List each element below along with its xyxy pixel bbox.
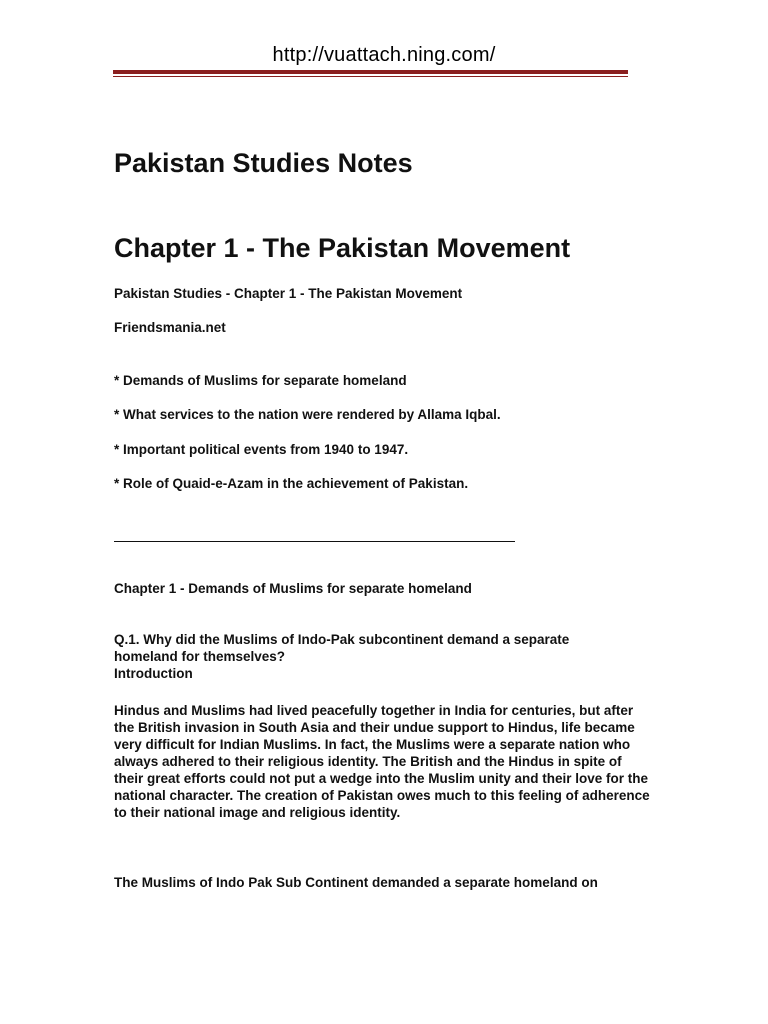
document-title: Pakistan Studies Notes — [114, 148, 413, 178]
topic-item: * Demands of Muslims for separate homeland — [114, 373, 407, 388]
continuation-line: The Muslims of Indo Pak Sub Continent demanded a separate homeland on — [114, 875, 598, 890]
section-heading: Chapter 1 - Demands of Muslims for separate homeland — [114, 581, 472, 596]
section-separator — [114, 541, 515, 542]
chapter-title: Chapter 1 - The Pakistan Movement — [114, 233, 571, 263]
introduction-label: Introduction — [114, 666, 193, 681]
header-rule-thin — [113, 76, 628, 77]
question-line: homeland for themselves? — [114, 649, 286, 664]
topic-item: * What services to the nation were rendered by Allama Iqbal. — [114, 407, 501, 422]
document-subtitle: Pakistan Studies - Chapter 1 - The Pakistan Movement — [114, 286, 463, 301]
document-source: Friendsmania.net — [114, 320, 226, 335]
intro-paragraph: Hindus and Muslims had lived peacefully together in India for centuries, but after the British invasion in South Asia and their undue support to Hindus, life became very difficult for Indian Muslims. In fact, the Muslims were a separate nation who always adhered to their religious identity. The British and the Hindus in spite of their great efforts could not put a wedge into the Muslim unity and their love for the national character. The creation of Pakistan owes much to this feeling of adherence to their national image and religious identity. — [114, 703, 650, 820]
header-url: http://vuattach.ning.com/ — [272, 44, 496, 66]
question-line: Q.1. Why did the Muslims of Indo-Pak subcontinent demand a separate — [114, 632, 570, 647]
topic-item: * Role of Quaid-e-Azam in the achievement of Pakistan. — [114, 476, 469, 491]
header-rule — [113, 70, 628, 77]
topic-item: * Important political events from 1940 to 1947. — [114, 442, 409, 457]
